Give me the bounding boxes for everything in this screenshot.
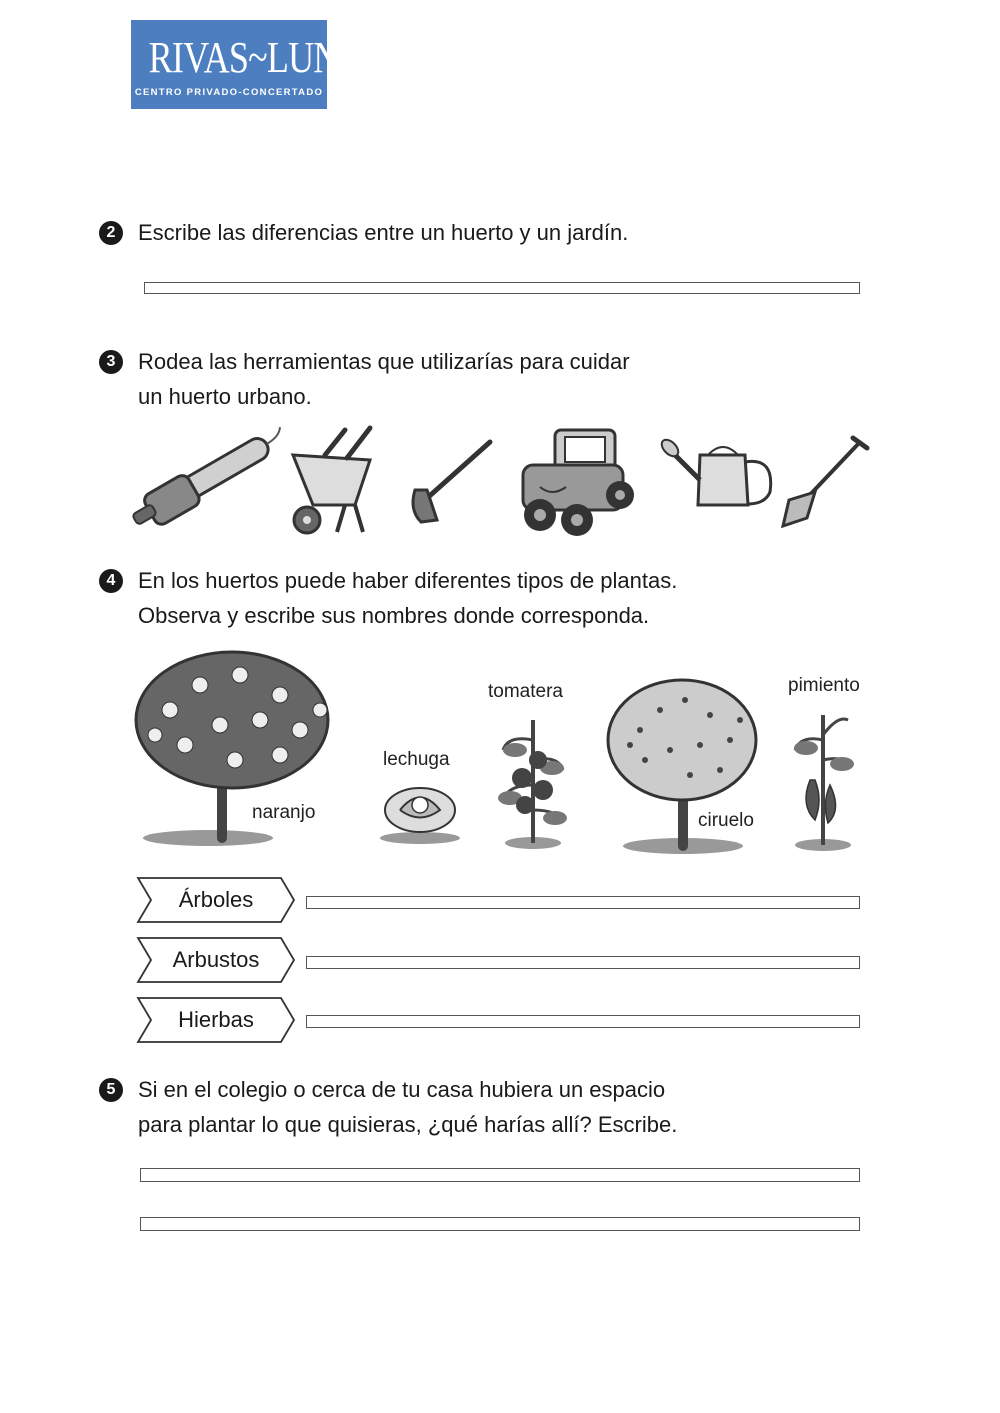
plant-label-lechuga: lechuga: [383, 749, 450, 770]
category-tag-hierbas: [136, 996, 296, 1044]
lettuce-illustration: [380, 788, 460, 844]
plants-illustration: [130, 640, 880, 865]
chainsaw-icon[interactable]: [130, 420, 293, 535]
category-tag-arboles: [136, 876, 296, 924]
hoe-icon[interactable]: [413, 442, 490, 522]
plant-label-pimiento: pimiento: [788, 675, 860, 696]
question-5-text-line2: para plantar lo que quisieras, ¿qué harías allí? Escribe.: [138, 1112, 678, 1137]
tractor-icon[interactable]: [523, 430, 634, 536]
logo-subtitle: CENTRO PRIVADO-CONCERTADO: [134, 87, 324, 98]
watering-can-icon[interactable]: [659, 437, 771, 505]
tomato-plant-illustration: [498, 720, 567, 849]
hierbas-answer-field[interactable]: [306, 1015, 860, 1028]
shovel-icon[interactable]: [783, 438, 867, 526]
tools-row: [130, 420, 880, 545]
category-tag-arbustos: [136, 936, 296, 984]
category-label: Árboles: [178, 887, 254, 912]
arboles-answer-field[interactable]: [306, 896, 860, 909]
arbustos-answer-field[interactable]: [306, 956, 860, 969]
question-4-text-line1: En los huertos puede haber diferentes tipos de plantas.: [138, 568, 678, 593]
logo-name: RIVAS~LUNA: [148, 33, 364, 82]
school-logo: [131, 20, 364, 109]
plant-label-tomatera: tomatera: [488, 681, 563, 702]
question-2-text: Escribe las diferencias entre un huerto y un jardín.: [138, 220, 629, 245]
question-2-answer-field[interactable]: [144, 282, 860, 294]
question-5-answer-field-2[interactable]: [140, 1217, 860, 1231]
question-3-number: 3: [99, 350, 123, 374]
question-5-answer-field-1[interactable]: [140, 1168, 860, 1182]
category-label: Arbustos: [172, 947, 260, 972]
category-label: Hierbas: [178, 1007, 254, 1032]
question-3-text-line2: un huerto urbano.: [138, 384, 312, 409]
question-4-text-line2: Observa y escribe sus nombres donde corresponda.: [138, 603, 650, 628]
wheelbarrow-icon[interactable]: [293, 428, 370, 533]
plant-label-ciruelo: ciruelo: [698, 810, 754, 831]
question-2-number: 2: [99, 221, 123, 245]
plant-label-naranjo: naranjo: [252, 802, 316, 823]
question-3-text-line1: Rodea las herramientas que utilizarías para cuidar: [138, 349, 630, 374]
question-4-number: 4: [99, 569, 123, 593]
pepper-plant-illustration: [794, 715, 854, 851]
question-5-number: 5: [99, 1078, 123, 1102]
question-5-text-line1: Si en el colegio o cerca de tu casa hubiera un espacio: [138, 1077, 666, 1102]
